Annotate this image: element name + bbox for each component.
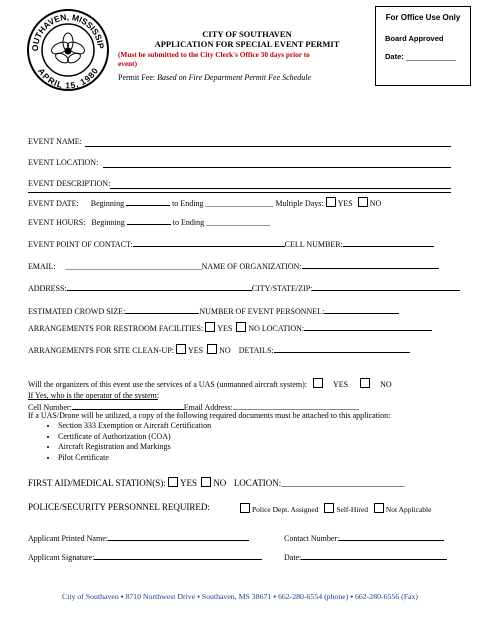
event-description-row (28, 179, 110, 188)
city-title: CITY OF SOUTHAVEN (202, 29, 292, 39)
date-beginning-field[interactable] (126, 197, 170, 206)
svg-text:APRIL 15, 1980 (36, 66, 100, 90)
self-hired-checkbox[interactable] (324, 503, 334, 513)
event-location-label: EVENT LOCATION: (28, 158, 99, 167)
address-label: ADDRESS: (28, 284, 67, 293)
self-hired-label: Self-Hired (336, 505, 368, 514)
police-dept-label: Police Dept. Assigned (252, 505, 319, 514)
submission-note-line2: event) (118, 59, 138, 68)
cleanup-yes-checkbox[interactable] (176, 344, 186, 354)
cell-number-field[interactable] (343, 238, 434, 247)
date-field[interactable] (301, 551, 447, 560)
cleanup-yes-label: YES (188, 346, 204, 355)
email-label: EMAIL: (28, 262, 56, 271)
police-options (240, 503, 431, 514)
not-applicable-label: Not Applicable (385, 505, 432, 514)
city-state-zip-label: CITY/STATE/ZIP: (251, 284, 313, 293)
permit-fee (118, 73, 376, 82)
first-aid-yes-checkbox[interactable] (168, 477, 178, 487)
hours-ending-field[interactable]: ________________ (206, 218, 271, 227)
first-aid-location-label: LOCATION: (233, 478, 282, 488)
restroom-row (28, 322, 432, 333)
date-label: Date: (284, 553, 302, 562)
uas-requirement-text: If a UAS/Drone will be utilized, a copy of the following required documents must be attached to this application: (28, 411, 391, 420)
office-use-title: For Office Use Only (385, 13, 461, 22)
form-title: APPLICATION FOR SPECIAL EVENT PERMIT (154, 39, 340, 49)
multiple-days-label: Multiple Days: (275, 199, 324, 208)
submission-note (118, 50, 376, 68)
printed-name-row (28, 532, 249, 543)
crowd-row (28, 305, 399, 316)
cleanup-details-field[interactable] (274, 344, 410, 353)
restroom-no-label: NO (248, 324, 260, 333)
uas-requirement-row (28, 411, 390, 420)
uas-question: Will the organizers of this event use the services of a UAS (unmanned aircraft system): (28, 380, 307, 389)
office-date-label: Date: (385, 52, 404, 61)
hours-beginning-field[interactable] (127, 216, 171, 225)
uas-row (28, 378, 392, 389)
event-location-field[interactable] (103, 167, 451, 168)
cleanup-no-label: NO (219, 346, 231, 355)
printed-name-label: Applicant Printed Name: (28, 534, 108, 543)
date-beginning-label: Beginning (90, 199, 125, 208)
footer: City of Southaven ▪ 8710 Northwest Drive ▪ Southaven, MS 38671 ▪ 662-280-6554 (phone) ▪ 662-280-6556 (Fax) (61, 592, 419, 601)
hours-ending-label: to Ending (172, 218, 205, 227)
org-name-field[interactable] (302, 260, 439, 269)
first-aid-location-field[interactable]: ______________________________ (281, 478, 405, 488)
personnel-label: NUMBER OF EVENT PERSONNEL: (199, 307, 325, 316)
event-description-field[interactable] (110, 188, 451, 189)
header (118, 29, 376, 82)
contact-row (28, 238, 434, 249)
police-dept-checkbox[interactable] (240, 503, 250, 513)
event-name-field[interactable] (85, 146, 451, 147)
uas-yes-label: YES (333, 380, 349, 389)
uas-cell-label: Cell Number: (28, 403, 72, 412)
office-use-box (375, 6, 471, 86)
cleanup-details-label: DETAILS: (238, 346, 274, 355)
uas-doc-item: • Section 333 Exemption or Aircraft Certification (58, 421, 211, 432)
uas-operator-label: If Yes, who is the operator of the system: (28, 391, 160, 400)
signature-label: Applicant Signature: (28, 553, 95, 562)
date-row (284, 551, 447, 562)
submission-note-line1: (Must be submitted to the City Clerk's Office 30 days prior to (118, 50, 310, 59)
org-name-label: NAME OF ORGANIZATION: (201, 262, 302, 271)
multiple-days-no-label: NO (369, 199, 382, 208)
address-field[interactable] (67, 282, 252, 291)
city-seal (26, 8, 110, 92)
magnolia-icon (50, 33, 87, 65)
first-aid-no-label: NO (213, 478, 227, 488)
uas-doc-item: • Aircraft Registration and Markings (58, 442, 211, 453)
seal-top-text: OUTHAVEN, MISSISSIP (29, 11, 107, 52)
hours-beginning-label: Beginning (91, 218, 125, 227)
event-name-row (28, 137, 82, 146)
date-ending-field[interactable]: _________________ (205, 199, 274, 208)
uas-doc-item: • Certificate of Authorization (COA) (58, 432, 211, 443)
address-row (28, 282, 460, 293)
uas-no-label: NO (380, 380, 392, 389)
event-name-label: EVENT NAME: (28, 137, 82, 146)
uas-email-label: Email Address: (183, 403, 233, 412)
police-label: POLICE/SECURITY PERSONNEL REQUIRED: (28, 502, 210, 512)
contact-number-label: Contact Number: (284, 534, 340, 543)
uas-cell-field[interactable] (72, 401, 184, 410)
multiple-days-yes-label: YES (337, 199, 353, 208)
uas-email-field[interactable] (233, 401, 359, 410)
event-date-label: EVENT DATE: (28, 199, 79, 208)
printed-name-field[interactable] (108, 532, 249, 541)
cell-number-label: CELL NUMBER: (284, 240, 343, 249)
office-date (385, 52, 470, 61)
cleanup-row (28, 344, 410, 355)
email-field[interactable]: __________________________________ (65, 262, 202, 271)
event-location-row (28, 158, 98, 167)
not-applicable-checkbox[interactable] (374, 503, 384, 513)
event-hours-row (28, 216, 270, 227)
crowd-size-label: ESTIMATED CROWD SIZE: (28, 307, 126, 316)
signature-field[interactable] (94, 551, 262, 560)
multiple-days-no-checkbox[interactable] (358, 197, 368, 207)
first-aid-label: FIRST AID/MEDICAL STATION(S): (28, 478, 166, 488)
cleanup-no-checkbox[interactable] (207, 344, 217, 354)
contact-number-row (284, 532, 444, 543)
permit-fee-value: Based on Fire Department Permit Fee Schedule (157, 73, 311, 82)
restroom-location-field[interactable] (304, 322, 432, 331)
uas-yes-checkbox[interactable] (313, 378, 323, 388)
contact-number-field[interactable] (339, 532, 444, 541)
police-row (28, 502, 210, 512)
board-approved-label: Board Approved (385, 34, 444, 43)
signature-row (28, 551, 262, 562)
permit-fee-label: Permit Fee: (118, 73, 156, 82)
uas-operator-line[interactable] (28, 399, 158, 400)
uas-doc-item: • Pilot Certificate (58, 453, 211, 464)
event-hours-label: EVENT HOURS: (28, 218, 86, 227)
seal-bottom-text: APRIL 15, 1980 (36, 66, 101, 91)
date-ending-label: to Ending (172, 199, 204, 208)
first-aid-row (28, 477, 404, 488)
point-of-contact-field[interactable] (133, 238, 285, 247)
email-org-row (28, 260, 439, 271)
cleanup-label: ARRANGEMENTS FOR SITE CLEAN-UP: (28, 346, 175, 355)
uas-no-checkbox[interactable] (360, 378, 370, 388)
first-aid-no-checkbox[interactable] (201, 477, 211, 487)
first-aid-yes-label: YES (180, 478, 198, 488)
crowd-size-field[interactable] (125, 305, 199, 314)
event-date-row (28, 197, 381, 208)
uas-docs-list (44, 421, 211, 463)
restroom-yes-checkbox[interactable] (205, 322, 215, 332)
restroom-yes-label: YES (217, 324, 233, 333)
point-of-contact-label: EVENT POINT OF CONTACT: (28, 240, 133, 249)
event-description-label: EVENT DESCRIPTION: (28, 179, 111, 188)
restroom-location-label: LOCATION: (261, 324, 305, 333)
multiple-days-yes-checkbox[interactable] (326, 197, 336, 207)
city-state-zip-field[interactable] (312, 282, 460, 291)
office-date-blank[interactable]: ____________ (405, 52, 456, 61)
personnel-field[interactable] (324, 305, 399, 314)
restroom-label: ARRANGEMENTS FOR RESTROOM FACILITIES: (28, 324, 204, 333)
event-description-field-2[interactable] (28, 192, 451, 193)
restroom-no-checkbox[interactable] (236, 322, 246, 332)
